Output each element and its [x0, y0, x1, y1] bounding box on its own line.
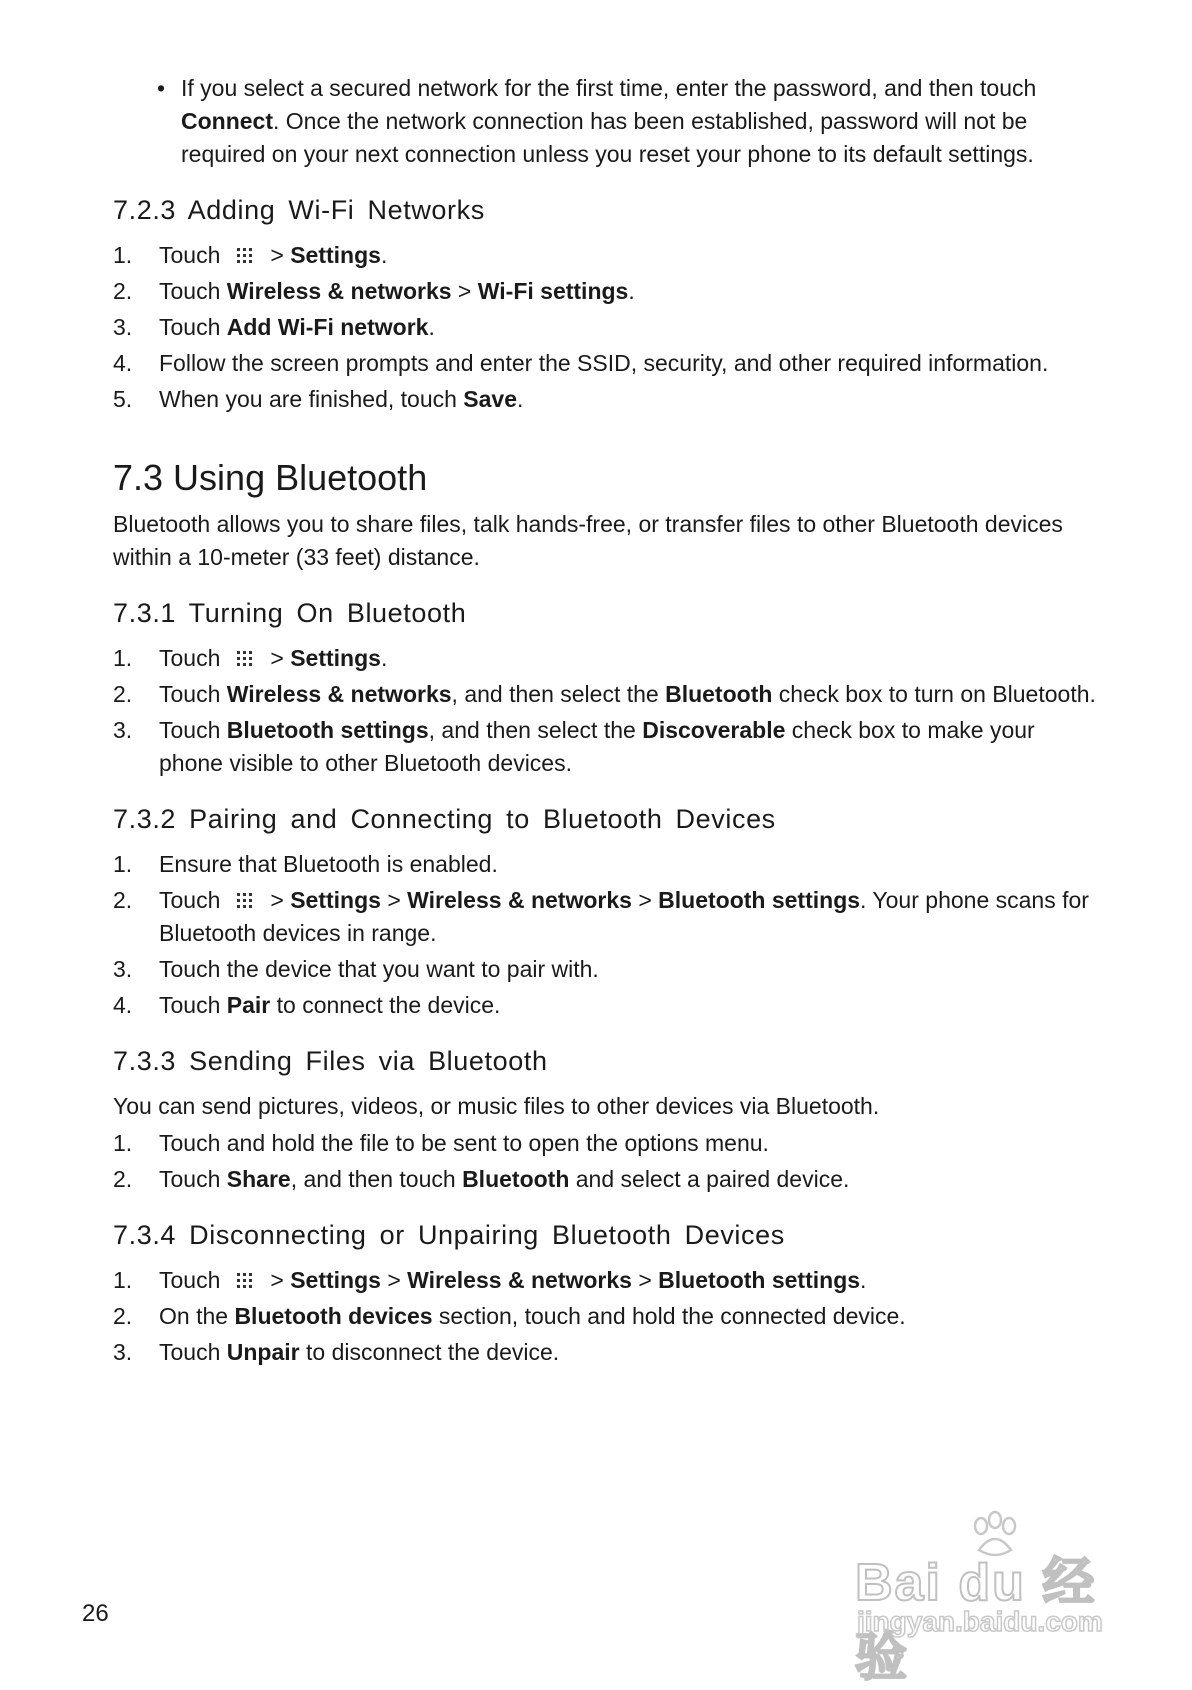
watermark-url: jingyan.baidu.com	[857, 1606, 1103, 1637]
bullet-marker: •	[157, 75, 166, 101]
list-item: 2. Touch > Settings > Wireless & networks > Bluetooth settings. Your phone scans for Bluetooth devices in range.	[113, 887, 1089, 946]
steps-7-3-2	[113, 848, 1103, 1022]
grid-icon	[237, 1273, 253, 1289]
list-item: 1. Touch and hold the file to be sent to open the options menu.	[113, 1130, 769, 1156]
page-content	[113, 72, 1103, 1372]
heading-7-3: 7.3 Using Bluetooth	[113, 457, 428, 498]
page-number: 26	[82, 1600, 109, 1627]
heading-7-3-1: 7.3.1 Turning On Bluetooth	[113, 598, 467, 628]
baidu-watermark	[855, 1510, 1135, 1687]
list-item: 2. On the Bluetooth devices section, touch and hold the connected device.	[113, 1303, 906, 1329]
list-item: 1. Touch > Settings.	[113, 645, 388, 671]
list-item: 1. Touch > Settings.	[113, 242, 388, 268]
list-item: 4. Follow the screen prompts and enter the SSID, security, and other required information.	[113, 350, 1049, 376]
list-item: 1. Ensure that Bluetooth is enabled.	[113, 851, 498, 877]
steps-7-3-1	[113, 642, 1103, 780]
grid-icon	[237, 893, 253, 909]
list-item: 3. Touch Add Wi-Fi network.	[113, 314, 435, 340]
send-files-intro: You can send pictures, videos, or music files to other devices via Bluetooth.	[113, 1093, 880, 1119]
grid-icon	[237, 651, 253, 667]
grid-icon	[237, 248, 253, 264]
heading-7-2-3: 7.2.3 Adding Wi-Fi Networks	[113, 195, 485, 225]
connect-term: Connect	[181, 108, 273, 134]
list-item: 3. Touch the device that you want to pair with.	[113, 956, 599, 982]
bluetooth-intro: Bluetooth allows you to share files, talk hands-free, or transfer files to other Bluetooth devices within a 10-meter (33 feet) distance.	[113, 511, 1063, 570]
steps-7-3-4	[113, 1264, 1103, 1369]
heading-7-3-2: 7.3.2 Pairing and Connecting to Bluetooth Devices	[113, 804, 776, 834]
list-item: 3. Touch Unpair to disconnect the device.	[113, 1339, 560, 1365]
heading-7-3-3: 7.3.3 Sending Files via Bluetooth	[113, 1046, 548, 1076]
secured-network-note: • If you select a secured network for the first time, enter the password, and then touch Connect. Once the network connection has been established, password will not be required on your next connection unless you reset your phone to its default settings.	[113, 72, 1103, 171]
steps-7-2-3	[113, 239, 1103, 416]
heading-7-3-4: 7.3.4 Disconnecting or Unpairing Bluetooth Devices	[113, 1220, 785, 1250]
list-item: 4. Touch Pair to connect the device.	[113, 992, 501, 1018]
list-item: 5. When you are finished, touch Save.	[113, 386, 524, 412]
steps-7-3-3	[113, 1127, 1103, 1196]
watermark-brand: Bai du 经验	[855, 1554, 1097, 1687]
list-item: 2. Touch Share, and then touch Bluetooth and select a paired device.	[113, 1166, 850, 1192]
list-item: 3. Touch Bluetooth settings, and then select the Discoverable check box to make your phone visible to other Bluetooth devices.	[113, 717, 1035, 776]
list-item: 2. Touch Wireless & networks > Wi-Fi settings.	[113, 278, 635, 304]
list-item: 1. Touch > Settings > Wireless & networks > Bluetooth settings.	[113, 1267, 867, 1293]
list-item: 2. Touch Wireless & networks, and then select the Bluetooth check box to turn on Bluetooth.	[113, 681, 1096, 707]
